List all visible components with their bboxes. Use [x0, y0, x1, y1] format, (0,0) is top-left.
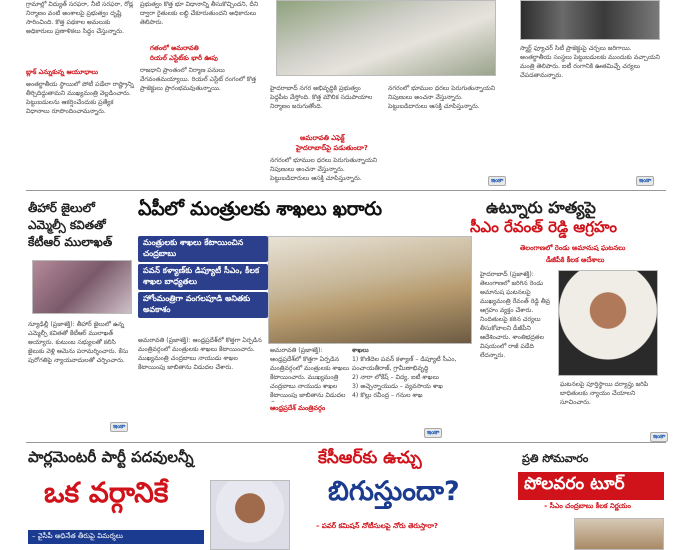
kcr-headline-l2: బిగుస్తుందా?: [328, 476, 460, 507]
ministers-list-title: శాఖలు: [352, 347, 369, 354]
ministers-photo-caption: ఆంధ్రప్రదేశ్ మంత్రివర్గం: [270, 404, 326, 412]
revanth-headline-l1: ఉట్నూరు హత్యపై: [486, 198, 596, 217]
more-link-kavitha[interactable]: ఇంకా: [110, 422, 128, 432]
ministers-list-item-4: 4) కొల్లు రవీంద్ర – గనుల శాఖ: [352, 392, 423, 399]
revanth-headline-l2: సీఎం రేవంత్ రెడ్డి ఆగ్రహం: [470, 218, 617, 236]
ministers-bullet-2: పవన్ కళ్యాణ్‌కు డిప్యూటీ సీఎం, కీలక శాఖల బాధ్యతలు: [138, 264, 268, 290]
kcr-headline-l1: కేసీఆర్‌కు ఉచ్చు: [318, 448, 422, 468]
parliament-headline-l1: పార్లమెంటరీ పార్టీ పదవులన్నీ: [28, 448, 194, 466]
ministers-text: అమరావతి (ప్రజాశక్తి): ఆంధ్రప్రదేశ్‌లో కొత్తగా ఏర్పడిన మంత్రివర్గంలో మంత్రులకు శాఖలు కేటాయించారు. ముఖ్యమంత్రి చంద్రబాబు నాయుడు శాఖల కేటాయింపు జాబితాను విడుదల చేశారు.: [138, 337, 262, 371]
top-col1-text: గ్రామాల్లో విద్యుత్ సరఫరా, నీటి సరఫరా, రోడ్ల నిర్మాణం వంటి అంశాలపై ప్రభుత్వం దృష్టి సారించింది. కొత్త పథకాల అమలుకు అధికారులు ప్రణాళికలు సిద్ధం చేస్తున్నారు.: [26, 1, 134, 35]
ministers-bullets: [138, 236, 268, 320]
divider-top: [26, 190, 666, 191]
divider-mid: [26, 442, 666, 443]
ministers-side-text: అమరావతి (ప్రజాశక్తి): ఆంధ్రప్రదేశ్‌లో కొత్తగా ఏర్పడిన మంత్రివర్గంలో మంత్రులకు శాఖలు కేటాయించారు. ముఖ్యమంత్రి చంద్రబాబు నాయుడు శాఖల కేటాయింపు జాబితాను విడుదల: [270, 347, 350, 399]
top-col2-text: ప్రభుత్వం కొత్త భూ విధానాన్ని తీసుకొచ్చిందని, దీని ద్వారా రైతులకు లబ్ధి చేకూరుతుందని అధికారులు తెలిపారు.: [140, 1, 259, 26]
revanth-sub1: తెలంగాణలో రెండు అమానుష ఘటనలు: [520, 244, 626, 252]
more-link-ministers[interactable]: ఇంకా: [424, 428, 442, 438]
cabinet-meeting-photo: [268, 236, 472, 344]
ministers-list-item-1: 1) కొణిదెల పవన్ కళ్యాణ్ – డిప్యూటీ సీఎం, పంచాయతీరాజ్, గ్రామీణాభివృద్ధి: [352, 356, 457, 372]
kavitha-headline-l3: కేటీఆర్ ములాఖత్: [28, 235, 113, 249]
top-col1-text2: అంతర్జాతీయ స్థాయిలో పోటీ పడేలా రాష్ట్రాన్ని తీర్చిదిద్దుతామని ముఖ్యమంత్రి వెల్లడించారు. పెట్టుబడులను ఆకర్షించేందుకు ప్రత్యేక విధానాలు రూపొందించామన్నారు.: [26, 81, 134, 115]
revanth-text2: ఘటనలపై పూర్తిస్థాయి దర్యాప్తు జరిపి బాధితులకు న్యాయం చేయాలని సూచించారు.: [560, 381, 649, 406]
top-col5-text: స్మార్ట్ ఫ్యూచర్ సిటీ ప్రాజెక్టుపై చర్చలు జరిగాయి. అంతర్జాతీయ సంస్థలు పెట్టుబడులకు ముందుకు వచ్చాయని మంత్రి తెలిపారు. ఐటీ రంగానికి ఊతమిచ్చే చర్యలు చేపడతామన్నారు.: [520, 45, 660, 79]
parliament-headline-l2: ఒక వర్గానికే: [44, 476, 169, 509]
revanth-text: హైదరాబాద్ (ప్రజాశక్తి): తెలంగాణలో జరిగిన రెండు అమానుష ఘటనలపై ముఖ్యమంత్రి రేవంత్ రెడ్డి తీవ్ర ఆగ్రహం వ్యక్తం చేశారు. నిందితులపై కఠిన చర్యలు తీసుకోవాలని డీజీపీని ఆదేశించారు. శాంతిభద్రతల విషయంలో రాజీ పడేది లేదన్నారు.: [480, 271, 551, 359]
revanth-reddy-photo: [558, 270, 658, 376]
top-col2-subhead2: రియల్ ఎస్టేట్‌కు భారీ ఊపు: [150, 54, 218, 62]
kavitha-photo: [32, 260, 132, 314]
top-col3-text2: నగరంలో భూముల ధరలు పెరుగుతున్నాయని నిపుణులు అంచనా వేస్తున్నారు. పెట్టుబడిదారులు ఆసక్తి చూపిస్తున్నారు.: [270, 157, 378, 182]
more-link-revanth[interactable]: ఇంకా: [650, 432, 668, 442]
polavaram-headline: పోలవరం టూర్: [518, 472, 664, 500]
polavaram-top: ప్రతి సోమవారం: [522, 452, 589, 465]
polavaram-subhead: – సీఎం చంద్రబాబు కీలక నిర్ణయం: [544, 502, 631, 510]
top-col4-text: నగరంలో భూముల ధరలు పెరుగుతున్నాయని నిపుణులు అంచనా వేస్తున్నారు. పెట్టుబడిదారులు ఆసక్తి చూపిస్తున్నారు.: [388, 85, 496, 110]
ministers-bullet-3: హోంమంత్రిగా వంగలపూడి అనితకు అవకాశం: [138, 292, 268, 318]
top-col2-subhead1: గతంలో అమరావతి: [150, 44, 199, 52]
kcr-subhead: – పవర్ కమిషన్ నోటీసులపై నోరు తెరుస్తారా?: [316, 522, 438, 530]
ministers-headline: ఏపీలో మంత్రులకు శాఖలు ఖరారు: [138, 198, 382, 220]
top-col3-subhead2: హైదరాబాద్‌పై పడుతుందా?: [296, 144, 368, 152]
kavitha-headline: [28, 200, 132, 251]
kavitha-headline-l1: తీహార్ జైలులో: [28, 201, 95, 215]
top-col3-subhead1: అమరావతి ఎఫెక్ట్: [300, 134, 345, 142]
aerial-city-photo: [276, 0, 496, 76]
chandrababu-photo: [574, 518, 664, 550]
more-link-top-right[interactable]: ఇంకా: [636, 176, 654, 186]
ministers-list-item-3: 3) అచ్చెన్నాయుడు – వ్యవసాయ శాఖ: [352, 383, 443, 390]
ministers-bullet-1: మంత్రులకు శాఖలు కేటాయించిన చంద్రబాబు: [138, 236, 268, 262]
top-col2-text2: రాజధాని ప్రాంతంలో నిర్మాణ పనులు వేగవంతమయ్యాయి. రియల్ ఎస్టేట్ రంగంలో కొత్త ప్రాజెక్టులు ప్రారంభమవుతున్నాయి.: [140, 67, 257, 92]
ministers-list: [352, 346, 472, 400]
revanth-sub2: డీజీపీకి కీలక ఆదేశాలు: [546, 256, 605, 264]
ministers-list-item-2: 2) నారా లోకేష్ – విద్య, ఐటీ శాఖలు: [352, 374, 439, 381]
kavitha-headline-l2: ఎమ్మెల్సీ కవితతో: [28, 218, 106, 232]
top-col3-text: హైదరాబాద్ నగర అభివృద్ధికి ప్రభుత్వం పెద్దపీట వేస్తోంది. కొత్త మౌలిక సదుపాయాల నిర్మాణం జరుగుతోంది.: [270, 85, 373, 110]
parliament-subhead: – వైసీపీ అధినేత తీరుపై విమర్శలు: [28, 530, 204, 544]
delegation-photo: [520, 0, 660, 40]
jagan-photo: [210, 480, 290, 550]
top-col1-subhead: బ్లాక్ ఎన్నుకున్న ఆయూధాలు: [26, 68, 98, 76]
more-link-top-left[interactable]: ఇంకా: [488, 176, 506, 186]
kavitha-text: న్యూఢిల్లీ (ప్రజాశక్తి): తీహార్ జైలులో ఉన్న ఎమ్మెల్సీ కవితతో కేటీఆర్ ములాఖత్ అయ్యారు. కుటుంబ సభ్యులతో కలిసి జైలుకు వెళ్లి ఆమెను పరామర్శించారు. కేసు పురోగతిపై న్యాయవాదులతో చర్చించారు.: [28, 321, 129, 364]
